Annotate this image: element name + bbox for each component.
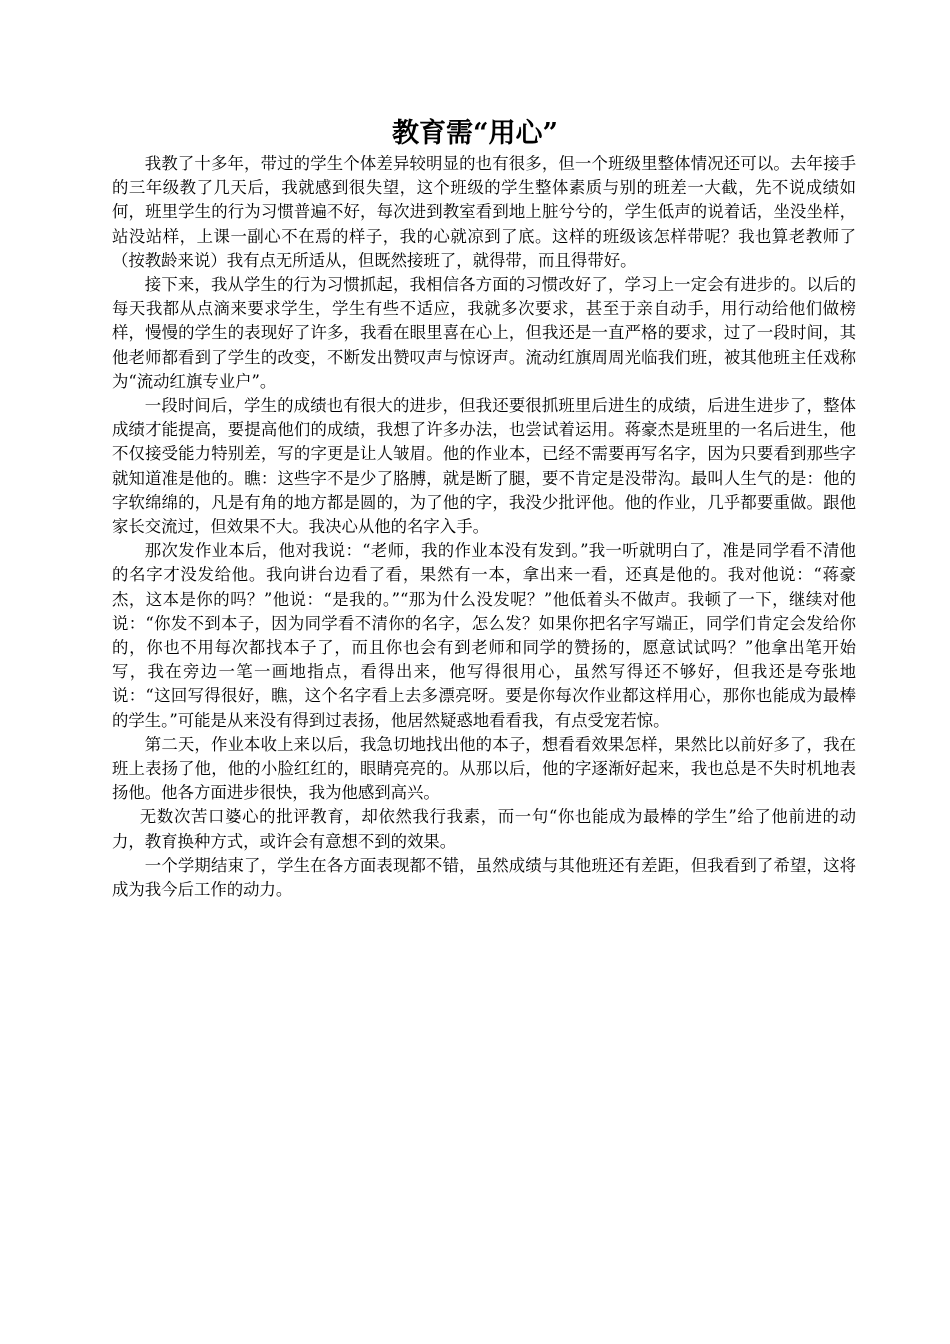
document-title: 教育需“用心” [391, 118, 559, 149]
paragraph-7: 一个学期结束了，学生在各方面表现都不错，虽然成绩与其他班还有差距，但我看到了希望，这将成为我今后工作的动力。 [112, 855, 856, 900]
paragraph-1: 我教了十多年，带过的学生个体差异较明显的也有很多，但一个班级里整体情况还可以。去年接手的三年级教了几天后，我就感到很失望，这个班级的学生整体素质与别的班差一大截，先不说成绩如何，班里学生的行为习惯普遍不好，每次进到教室看到地上脏兮兮的，学生低声的说着话，坐没坐样，站没站样，上课一副心不在焉的样子，我的心就凉到了底。这样的班级该怎样带呢？我也算老教师了（按教龄来说）我有点无所适从，但既然接班了，就得带，而且得带好。 [112, 154, 856, 270]
paragraph-3: 一段时间后，学生的成绩也有很大的进步，但我还要很抓班里后进生的成绩，后进生进步了，整体成绩才能提高，要提高他们的成绩，我想了许多办法，也尝试着运用。蒋豪杰是班里的一名后进生，他不仅接受能力特别差，写的字更是让人皱眉。他的作业本，已经不需要再写名字，因为只要看到那些字就知道准是他的。瞧：这些字不是少了胳膊，就是断了腿，要不肯定是没带沟。最叫人生气的是：他的字软绵绵的，凡是有角的地方都是圆的，为了他的字，我没少批评他。他的作业，几乎都要重做。跟他家长交流过，但效果不大。我决心从他的名字入手。 [112, 396, 856, 537]
paragraph-6: 无数次苦口婆心的批评教育，却依然我行我素，而一句“你也能成为最棒的学生”给了他前进的动力，教育换种方式，或许会有意想不到的效果。 [112, 807, 856, 851]
document-body [112, 152, 856, 902]
paragraph-5: 第二天，作业本收上来以后，我急切地找出他的本子，想看看效果怎样，果然比以前好多了，我在班上表扬了他，他的小脸红红的，眼睛亮亮的。从那以后，他的字逐渐好起来，我也总是不失时机地表扬他。他各方面进步很快，我为他感到高兴。 [112, 734, 856, 803]
paragraph-2: 接下来，我从学生的行为习惯抓起，我相信各方面的习惯改好了，学习上一定会有进步的。以后的每天我都从点滴来要求学生，学生有些不适应，我就多次要求，甚至于亲自动手，用行动给他们做榜样，慢慢的学生的表现好了许多，我看在眼里喜在心上，但我还是一直严格的要求，过了一段时间，其他老师都看到了学生的改变，不断发出赞叹声与惊讶声。流动红旗周周光临我们班，被其他班主任戏称为“流动红旗专业户”。 [112, 275, 856, 391]
paragraph-4: 那次发作业本后，他对我说：“老师，我的作业本没有发到。”我一听就明白了，准是同学看不清他的名字才没发给他。我向讲台边看了看，果然有一本，拿出来一看，还真是他的。我对他说：“蒋豪杰，这本是你的吗？”他说：“是我的。”“那为什么没发呢？”他低着头不做声。我顿了一下，继续对他说：“你发不到本子，因为同学看不清你的名字，怎么发？如果你把名字写端正，同学们肯定会发给你的，你也不用每次都找本子了，而且你也会有到老师和同学的赞扬的，愿意试试吗？”他拿出笔开始写，我在旁边一笔一画地指点，看得出来，他写得很用心，虽然写得还不够好，但我还是夸张地说：“这回写得很好，瞧，这个名字看上去多漂亮呀。要是你每次作业都这样用心，那你也能成为最棒的学生。”可能是从来没有得到过表扬，他居然疑惑地看看我，有点受宠若惊。 [112, 541, 856, 730]
